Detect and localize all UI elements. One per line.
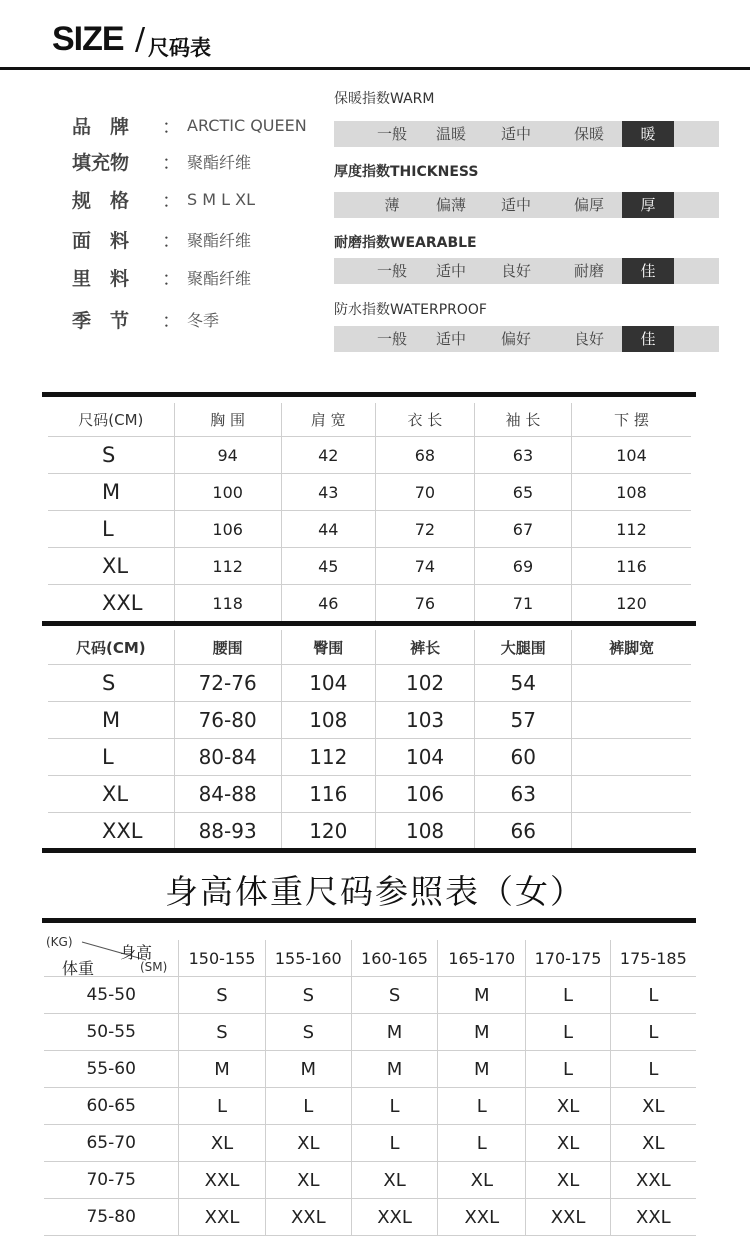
table-row [48,813,691,850]
value-cell: 74 [375,548,474,585]
index-option-selected: 暖 [622,121,674,147]
bottom-size-table [48,630,691,850]
weight-cell: 70-75 [44,1162,179,1199]
value-cell: 100 [174,474,281,511]
weight-cell: 45-50 [44,977,179,1014]
height-header-cell: 150-155 [179,940,265,977]
ref-table-border [42,918,696,923]
size-cell: XXL [48,813,174,850]
index-option-selected: 佳 [622,258,674,284]
value-cell: 65 [474,474,571,511]
size-cell: M [48,702,174,739]
table-header-cell: 尺码(CM) [48,630,174,665]
value-cell: 43 [281,474,375,511]
value-cell: 118 [174,585,281,622]
table-header-cell: 胸 围 [174,403,281,437]
index-option: 耐磨 [573,262,604,280]
table-row [48,665,691,702]
table-row [44,1125,696,1162]
value-cell: 44 [281,511,375,548]
index-bar [334,326,719,352]
value-cell: 120 [281,813,375,850]
value-cell: 112 [572,511,692,548]
table-row [44,1199,696,1236]
info-row [72,224,251,254]
size-heading: SIZE [52,20,124,58]
size-cell: M [179,1051,265,1088]
size-cell: XL [265,1162,351,1199]
index-option-selected: 厚 [622,192,674,218]
size-cell: XL [351,1162,437,1199]
size-cell: L [610,1014,696,1051]
value-cell: 84-88 [174,776,281,813]
size-cell: L [48,511,174,548]
info-row [72,262,251,292]
size-cell: M [438,1051,526,1088]
index-option: 保暖 [573,125,604,143]
value-cell: 106 [375,776,474,813]
value-cell: 63 [474,437,571,474]
value-cell: 108 [281,702,375,739]
index-option: 适中 [435,330,466,348]
table-header-row [48,403,691,437]
info-value: 聚酯纤维 [187,268,252,288]
info-label: 面 料 [72,229,130,252]
table-row [44,1014,696,1051]
size-cell: M [48,474,174,511]
size-chart-title: 尺码表 [148,36,211,60]
value-cell: 72-76 [174,665,281,702]
value-cell [572,776,691,813]
value-cell: 108 [572,474,692,511]
value-cell: 42 [281,437,375,474]
index-option: 偏厚 [573,196,604,214]
size-cell: XL [179,1125,265,1162]
value-cell: 104 [281,665,375,702]
value-cell: 72 [375,511,474,548]
value-cell: 112 [174,548,281,585]
weight-cell: 55-60 [44,1051,179,1088]
size-cell: XXL [438,1199,526,1236]
size-cell: XL [265,1125,351,1162]
size-cell: L [179,1088,265,1125]
index-option: 良好 [573,330,604,348]
height-header-cell: 160-165 [351,940,437,977]
size-cell: XL [610,1088,696,1125]
table-header-cell: 臀围 [281,630,375,665]
table-header-row [44,940,696,977]
info-separator: ： [162,229,182,252]
table-row [48,437,691,474]
table-row [48,702,691,739]
value-cell: 106 [174,511,281,548]
value-cell: 45 [281,548,375,585]
info-value: ARCTIC QUEEN [187,115,307,135]
value-cell: 102 [375,665,474,702]
info-value: 聚酯纤维 [187,230,252,250]
size-cell: M [351,1014,437,1051]
size-cell: XL [526,1125,610,1162]
weight-cell: 65-70 [44,1125,179,1162]
index-option: 薄 [384,196,400,214]
index-option: 温暖 [435,125,466,143]
info-value: 冬季 [187,310,220,330]
size-cell: S [265,977,351,1014]
table-header-cell: 衣 长 [375,403,474,437]
value-cell: 103 [375,702,474,739]
value-cell: 94 [174,437,281,474]
size-cell: XL [526,1088,610,1125]
table-row [44,1051,696,1088]
value-cell: 120 [572,585,692,622]
top-table-border [42,392,696,397]
size-cell: L [438,1125,526,1162]
value-cell: 76-80 [174,702,281,739]
value-cell: 66 [475,813,572,850]
info-separator: ： [162,151,182,174]
size-cell: L [526,977,610,1014]
index-option: 一般 [376,262,407,280]
size-cell: L [265,1088,351,1125]
value-cell: 112 [281,739,375,776]
table-header-cell: 肩 宽 [281,403,375,437]
size-cell: M [265,1051,351,1088]
index-bar [334,258,719,284]
table-row [48,474,691,511]
info-label: 规 格 [72,189,130,212]
size-cell: L [351,1125,437,1162]
index-option: 适中 [435,262,466,280]
info-label: 季 节 [72,309,130,332]
table-header-cell: 裤长 [375,630,474,665]
table-header-cell: 尺码(CM) [48,403,174,437]
value-cell: 54 [475,665,572,702]
heading-slash: / [135,22,146,57]
index-option: 一般 [376,125,407,143]
corner-height: 身高 [120,943,153,962]
table-header-cell: 裤脚宽 [572,630,691,665]
info-label: 品 牌 [72,115,130,138]
mid-table-border [42,621,696,626]
size-cell: XL [610,1125,696,1162]
table-row [44,1088,696,1125]
size-cell: S [265,1014,351,1051]
bottom-table-border [42,848,696,853]
value-cell: 69 [474,548,571,585]
value-cell: 116 [281,776,375,813]
size-cell: XXL [179,1199,265,1236]
index-bar [334,192,719,218]
weight-cell: 50-55 [44,1014,179,1051]
index-option: 适中 [500,125,531,143]
table-header-row [48,630,691,665]
info-row [72,184,255,214]
value-cell [572,739,691,776]
value-cell: 116 [572,548,692,585]
weight-cell: 75-80 [44,1199,179,1236]
size-cell: XXL [265,1199,351,1236]
table-row [48,739,691,776]
size-cell: L [48,739,174,776]
index-title: 防水指数WATERPROOF [334,302,487,318]
size-cell: L [438,1088,526,1125]
value-cell: 60 [475,739,572,776]
info-value: S M L XL [187,189,256,209]
size-cell: S [179,1014,265,1051]
height-header-cell: 170-175 [526,940,610,977]
size-cell: L [610,1051,696,1088]
value-cell [572,665,691,702]
info-row [72,110,307,140]
index-option: 偏薄 [435,196,466,214]
height-header-cell: 165-170 [438,940,526,977]
size-cell: XXL [179,1162,265,1199]
size-cell: M [438,977,526,1014]
size-cell: L [610,977,696,1014]
size-cell: S [48,437,174,474]
table-header-cell: 袖 长 [474,403,571,437]
size-cell: XL [48,548,174,585]
table-row [44,1162,696,1199]
value-cell: 46 [281,585,375,622]
value-cell: 80-84 [174,739,281,776]
size-cell: L [351,1088,437,1125]
ref-table-title: 身高体重尺码参照表（女） [165,872,585,911]
height-header-cell: 155-160 [265,940,351,977]
size-cell: XXL [351,1199,437,1236]
table-row [48,585,691,622]
index-option: 一般 [376,330,407,348]
table-row [44,977,696,1014]
size-cell: S [179,977,265,1014]
size-cell: XXL [526,1199,610,1236]
header-divider [0,67,750,70]
info-separator: ： [162,309,182,332]
index-option: 良好 [500,262,531,280]
table-row [48,548,691,585]
size-cell: XL [438,1162,526,1199]
size-cell: M [438,1014,526,1051]
table-header-cell: 腰围 [174,630,281,665]
table-row [48,776,691,813]
corner-placeholder [44,940,179,977]
size-cell: S [48,665,174,702]
size-cell: L [526,1051,610,1088]
value-cell: 104 [375,739,474,776]
size-cell: XL [48,776,174,813]
corner-sm: (SM) [140,960,168,974]
index-option-selected: 佳 [622,326,674,352]
size-cell: L [526,1014,610,1051]
index-title: 厚度指数THICKNESS [334,164,479,180]
index-bar [334,121,719,147]
size-cell: M [351,1051,437,1088]
info-separator: ： [162,115,182,138]
info-separator: ： [162,267,182,290]
height-weight-table [44,940,696,1236]
index-title: 保暖指数WARM [334,91,435,107]
table-row [48,511,691,548]
index-option: 适中 [500,196,531,214]
value-cell [572,702,691,739]
index-title: 耐磨指数WEARABLE [334,235,477,251]
corner-weight: 体重 [62,959,95,978]
weight-cell: 60-65 [44,1088,179,1125]
value-cell: 68 [375,437,474,474]
size-cell: XXL [610,1162,696,1199]
size-cell: S [351,977,437,1014]
value-cell: 63 [475,776,572,813]
value-cell: 76 [375,585,474,622]
info-row [72,146,251,176]
table-header-cell: 下 摆 [572,403,692,437]
value-cell: 88-93 [174,813,281,850]
info-row [72,304,219,334]
value-cell: 67 [474,511,571,548]
size-cell: XXL [48,585,174,622]
info-label: 填充物 [72,151,130,174]
value-cell: 70 [375,474,474,511]
size-cell: XXL [610,1199,696,1236]
height-header-cell: 175-185 [610,940,696,977]
value-cell: 104 [572,437,692,474]
value-cell: 108 [375,813,474,850]
size-cell: XL [526,1162,610,1199]
value-cell [572,813,691,850]
info-separator: ： [162,189,182,212]
value-cell: 57 [475,702,572,739]
value-cell: 71 [474,585,571,622]
info-label: 里 料 [72,267,130,290]
corner-kg: (KG) [46,935,73,949]
top-size-table [48,403,691,622]
table-header-cell: 大腿围 [475,630,572,665]
index-option: 偏好 [500,330,531,348]
info-value: 聚酯纤维 [187,152,252,172]
